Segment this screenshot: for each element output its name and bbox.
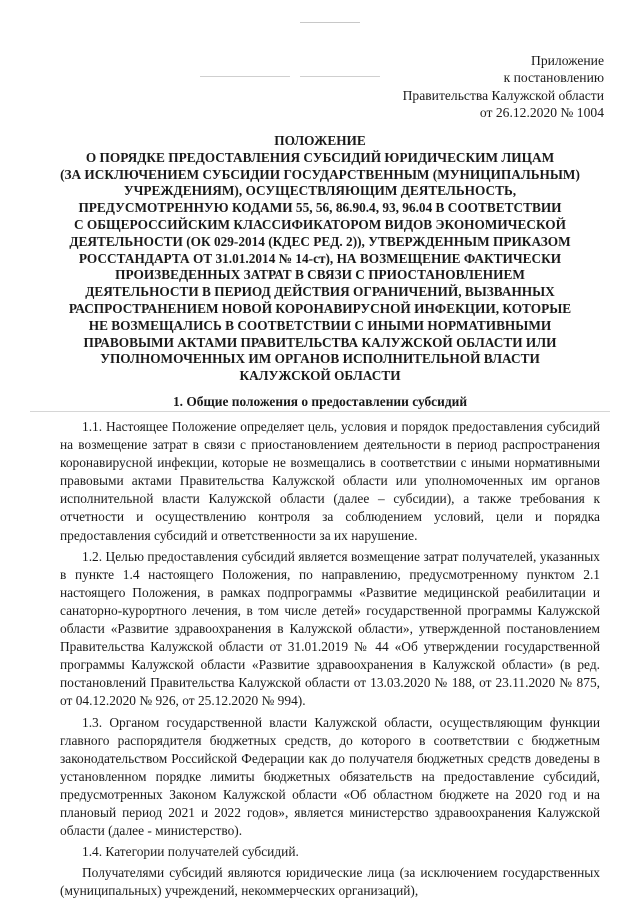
annex-line: к постановлению bbox=[503, 70, 604, 86]
paragraph-1-2: 1.2. Целью предоставления субсидий является возмещение затрат получателей, указанных в пункте 1.4 настоящего Положения, по направлению, предусмотренному пунктом 2.1 настоящего Положения, в рамках подпрограммы «Развитие медицинской реабилитации и санаторно-курортного лечения, в том числе детей» государственной программы Калужской области «Развитие здравоохранения в Калужской области», утвержденной постановлением Правительства Калужской области от 31.01.2019 № 44 «Об утверждении государственной программы Калужской области «Развитие здравоохранения в Калужской области» (в ред. постановлений Правительства Калужской области от 13.03.2020 № 188, от 23.11.2020 № 875, от 04.12.2020 № 926, от 25.12.2020 № 994). bbox=[60, 548, 600, 709]
paragraph-recipients: Получателями субсидий являются юридические лица (за исключением государственных (муниципальных) учреждений, некоммерческих организаций), bbox=[60, 865, 600, 899]
title-line: ДЕЯТЕЛЬНОСТИ В ПЕРИОД ДЕЙСТВИЯ ОГРАНИЧЕНИЙ, ВЫЗВАННЫХ bbox=[85, 284, 555, 300]
scan-artifact-line bbox=[30, 411, 610, 412]
title-line: УПОЛНОМОЧЕННЫХ ИМ ОРГАНОВ ИСПОЛНИТЕЛЬНОЙ ВЛАСТИ bbox=[100, 351, 540, 367]
scan-artifact-line bbox=[300, 76, 380, 77]
title-line: ПРЕДУСМОТРЕННУЮ КОДАМИ 55, 56, 86.90.4, 93, 96.04 В СООТВЕТСТВИИ bbox=[78, 200, 562, 216]
annex-line: Правительства Калужской области bbox=[402, 87, 604, 103]
document-body bbox=[60, 418, 600, 900]
scan-artifact-line bbox=[300, 22, 360, 23]
title-line: О ПОРЯДКЕ ПРЕДОСТАВЛЕНИЯ СУБСИДИЙ ЮРИДИЧЕСКИМ ЛИЦАМ bbox=[85, 149, 555, 165]
annex-line: от 26.12.2020 № 1004 bbox=[479, 105, 604, 121]
title-line: РОССТАНДАРТА ОТ 31.01.2014 № 14-ст), НА ВОЗМЕЩЕНИЕ ФАКТИЧЕСКИ bbox=[78, 250, 562, 266]
title-line: КАЛУЖСКОЙ ОБЛАСТИ bbox=[239, 368, 401, 384]
title-line: НЕ ВОЗМЕЩАЛИСЬ В СООТВЕТСТВИИ С ИНЫМИ НОРМАТИВНЫМИ bbox=[88, 317, 552, 333]
title-line: ПОЛОЖЕНИЕ bbox=[274, 133, 366, 148]
title-line: ПРАВОВЫМИ АКТАМИ ПРАВИТЕЛЬСТВА КАЛУЖСКОЙ ОБЛАСТИ ИЛИ bbox=[83, 334, 557, 350]
title-line: (ЗА ИСКЛЮЧЕНИЕМ СУБСИДИИ ГОСУДАРСТВЕННЫМ (МУНИЦИПАЛЬНЫМ) bbox=[60, 166, 580, 182]
title-line: ДЕЯТЕЛЬНОСТИ (ОК 029-2014 (КДЕС РЕД. 2)), УТВЕРЖДЕННЫМ ПРИКАЗОМ bbox=[69, 233, 571, 249]
section-heading: 1. Общие положения о предоставлении субсидий bbox=[172, 394, 468, 409]
title-line: УЧРЕЖДЕНИЯМ), ОСУЩЕСТВЛЯЮЩИМ ДЕЯТЕЛЬНОСТЬ, bbox=[123, 183, 517, 199]
annex-line: Приложение bbox=[531, 53, 604, 68]
paragraph-1-1: 1.1. Настоящее Положение определяет цель, условия и порядок предоставления субсидий на возмещение затрат в связи с приостановлением деятельности в период распространения коронавирусной инфекции, которые не возмещались в соответствии с иными нормативными правовыми актами Правительства Калужской области или уполномоченных им органов исполнительной власти Калужской области (далее – субсидии), а также требования к отчетности и осуществлению контроля за соблюдением условий, цели и порядка предоставления субсидий и ответственности за их нарушение. bbox=[60, 419, 600, 543]
title-line: С ОБЩЕРОССИЙСКИМ КЛАССИФИКАТОРОМ ВИДОВ ЭКОНОМИЧЕСКОЙ bbox=[74, 216, 566, 232]
paragraph-1-3: 1.3. Органом государственной власти Калужской области, осуществляющим функции главного распорядителя бюджетных средств, до которого в соответствии с бюджетным законодательством Российской Федерации как до получателя бюджетных средств доведены в установленном порядке лимиты бюджетных обязательств на предоставление субсидий, предусмотренных Законом Калужской области «Об областном бюджете на 2020 год и на плановый период 2021 и 2022 годов», является министерство здравоохранения Калужской области (далее - министерство). bbox=[60, 714, 600, 839]
scan-artifact-line bbox=[200, 76, 290, 77]
title-line: РАСПРОСТРАНЕНИЕМ НОВОЙ КОРОНАВИРУСНОЙ ИНФЕКЦИИ, КОТОРЫЕ bbox=[68, 300, 572, 316]
title-line: ПРОИЗВЕДЕННЫХ ЗАТРАТ В СВЯЗИ С ПРИОСТАНОВЛЕНИЕМ bbox=[115, 267, 525, 283]
document-title bbox=[40, 133, 600, 385]
annex-block bbox=[374, 52, 604, 122]
paragraph-1-4: 1.4. Категории получателей субсидий. bbox=[82, 844, 299, 860]
